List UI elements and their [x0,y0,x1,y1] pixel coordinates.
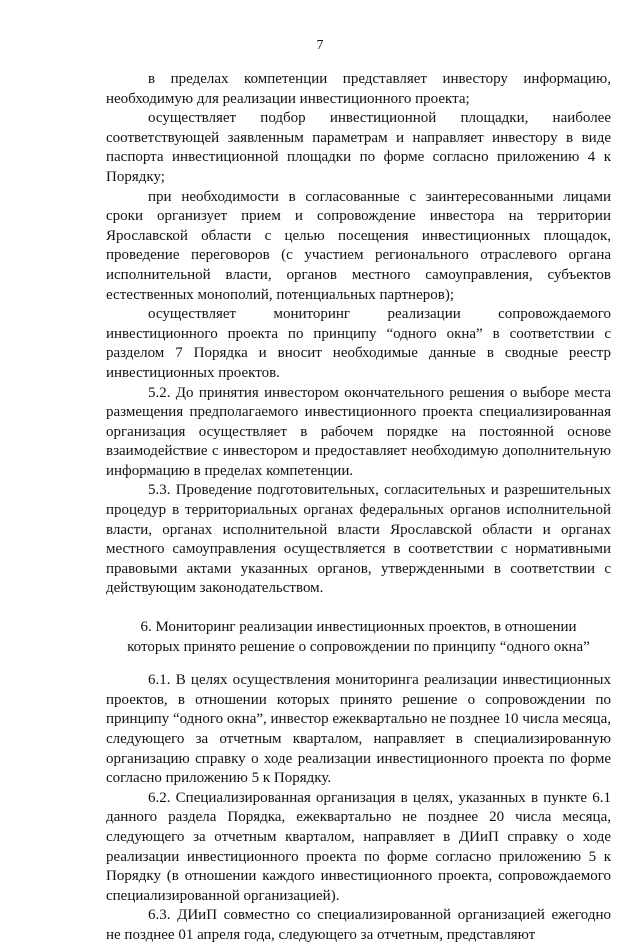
paragraph-5-2: 5.2. До принятия инвестором окончательного решения о выборе места размещения предполагаемого инвестиционного проекта специализированная организация осуществляет в рабочем порядке на постоянной основе взаимодействие с инвестором и предоставляет необходимую дополнительную информацию в пределах компетенции. [106,384,611,479]
spacer [106,599,611,618]
paragraph: осуществляет мониторинг реализации сопровождаемого инвестиционного проекта по принципу “одного окна” в соответствии с разделом 7 Порядка и вносит необходимые данные в сводные реестр инвестиционных проектов. [106,306,611,381]
paragraph-6-1: 6.1. В целях осуществления мониторинга реализации инвестиционных проектов, в отношении которых принято решение о сопровождении по принципу “одного окна”, инвестор ежеквартально не позднее 10 числа месяца, следующего за отчетным кварталом, направляет в специализированную организацию справку о ходе реализации инвестиционного проекта по форме согласно приложению 5 к Порядку. [106,672,611,787]
section-heading: 6. Мониторинг реализации инвестиционных проектов, в отношении которых принято решение о сопровождении по принципу “одного окна” [127,619,590,655]
document-body [106,70,611,946]
paragraph-6-3: 6.3. ДИиП совместно со специализированной организацией ежегодно не позднее 01 апреля года, следующего за отчетным, представляют [106,907,611,943]
paragraph: в пределах компетенции представляет инвестору информацию, необходимую для реализации инвестиционного проекта; [106,71,611,107]
paragraph: при необходимости в согласованные с заинтересованными лицами сроки организует прием и сопровождение инвестора на территории Ярославской области с целью посещения инвестиционных площадок, проведение переговоров (с участием регионального отраслевого органа исполнительной власти, органов местного самоуправления, субъектов естественных монополий, потенциальных партнеров); [106,188,611,303]
page-number: 7 [316,38,324,53]
paragraph-5-3: 5.3. Проведение подготовительных, согласительных и разрешительных процедур в территориальных органах федеральных органов исполнительной власти, органах исполнительной власти Ярославской области и органах местного самоуправления осуществляется в соответствии с нормативными правовыми актами указанных органов, утвержденными в соответствии с действующим законодательством. [106,482,611,597]
paragraph: осуществляет подбор инвестиционной площадки, наиболее соответствующей заявленным параметрам и направляет инвестору в виде паспорта инвестиционной площадки по форме согласно приложению 4 к Порядку; [106,110,611,185]
spacer [106,657,611,671]
paragraph-6-2: 6.2. Специализированная организация в целях, указанных в пункте 6.1 данного раздела Порядка, ежеквартально не позднее 20 числа месяца, следующего за отчетным кварталом, направляет в ДИиП справку о ходе реализации инвестиционного проекта по форме согласно приложению 5 к Порядку (в отношении каждого инвестиционного проекта, сопровождаемого специализированной организацией). [106,789,611,904]
